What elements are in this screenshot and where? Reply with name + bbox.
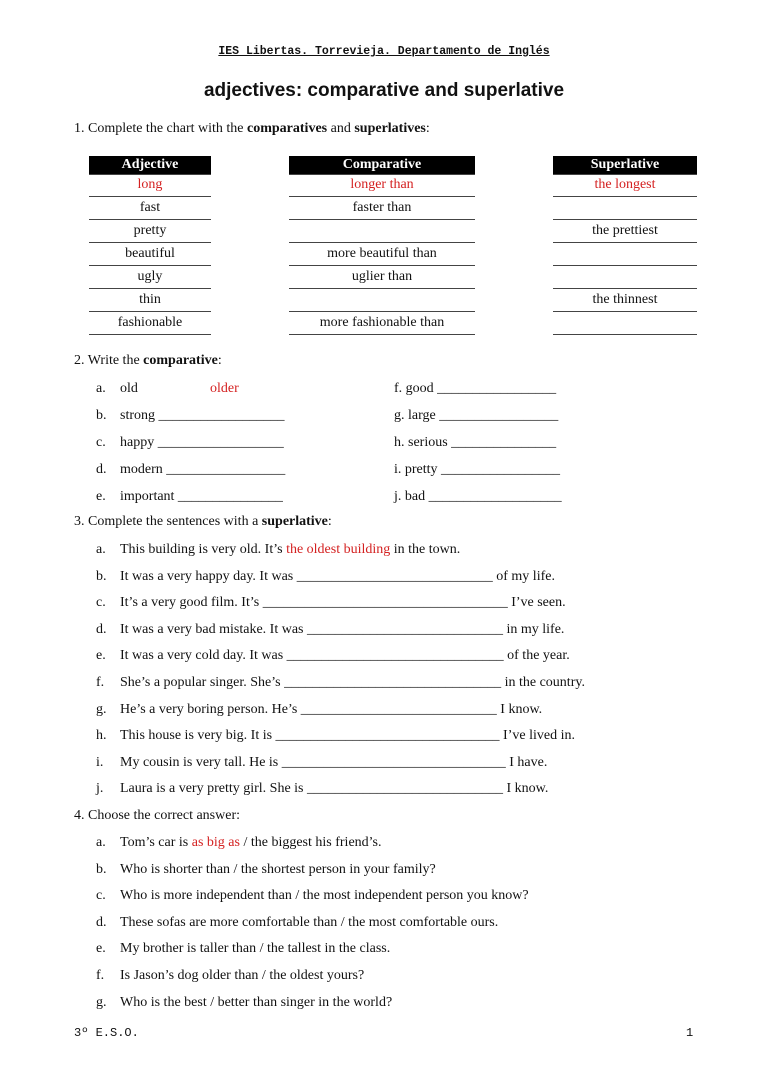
comparative-item: important _______________	[120, 489, 283, 504]
table-cell-comparative	[289, 221, 475, 243]
sentence-text: It was a very bad mistake. It was ____________________________ in my life.	[120, 621, 565, 637]
table-header-comparative: Comparative	[289, 156, 475, 175]
item-label: f.	[96, 968, 105, 983]
table-cell-comparative	[289, 290, 475, 312]
page-header: IES Libertas. Torrevieja. Departamento de Inglés	[218, 45, 550, 58]
example-answer: older	[210, 381, 239, 396]
table-header-superlative: Superlative	[553, 156, 697, 175]
example-answer: the oldest building	[286, 542, 391, 557]
comparative-item: i. pretty _________________	[394, 462, 561, 477]
sentence-text: Who is more independent than / the most independent person you know?	[120, 888, 529, 904]
item-label: i.	[96, 754, 104, 770]
sentence-text: It was a very happy day. It was ____________________________ of my life.	[120, 568, 555, 584]
sentence-text: It’s a very good film. It’s ___________________________________ I’ve seen.	[120, 595, 566, 611]
comparative-item: j. bad ___________________	[394, 489, 562, 504]
item-label: h.	[96, 728, 107, 744]
exercise-2-instruction: 2. Write the comparative:	[74, 353, 222, 368]
exercise-4-instruction: 4. Choose the correct answer:	[74, 808, 240, 823]
table-cell-superlative	[553, 313, 697, 335]
sentence-text: He’s a very boring person. He’s ____________________________ I know.	[120, 701, 543, 717]
table-cell-comparative: longer than	[289, 175, 475, 197]
sentence	[120, 569, 555, 585]
item-label: d.	[96, 914, 107, 930]
comparative-item: h. serious _______________	[394, 435, 557, 450]
sentence	[120, 915, 498, 931]
item-label: c.	[96, 435, 106, 450]
exercise-1-instruction: 1. Complete the chart with the comparatives and superlatives:	[74, 121, 430, 136]
sentence-text: These sofas are more comfortable than / the most comfortable ours.	[120, 914, 499, 930]
table-cell-superlative	[553, 198, 697, 220]
sentence	[120, 995, 392, 1011]
sentence-text: Tom’s car is	[120, 835, 192, 850]
item-label: b.	[96, 568, 107, 584]
table-cell-adjective: beautiful	[89, 244, 211, 266]
table-cell-comparative: uglier than	[289, 267, 475, 289]
sentence-text: My cousin is very tall. He is ________________________________ I have.	[120, 754, 548, 770]
sentence	[120, 622, 564, 638]
exercise-3-instruction: 3. Complete the sentences with a superlative:	[74, 514, 332, 529]
sentence-text: This building is very old. It’s	[120, 542, 287, 557]
table-cell-superlative	[553, 244, 697, 266]
sentence	[120, 968, 364, 984]
comparative-item: modern _________________	[120, 462, 286, 477]
table-cell-adjective: ugly	[89, 267, 211, 289]
sentence-text: Who is shorter than / the shortest person in your family?	[120, 861, 436, 877]
item-label: b.	[96, 861, 107, 877]
item-label: b.	[96, 408, 107, 423]
sentence-text: Laura is a very pretty girl. She is ____________________________ I know.	[120, 781, 549, 797]
sentence-text: Who is the best / better than singer in the world?	[120, 994, 393, 1010]
comparative-item: strong __________________	[120, 408, 285, 423]
sentence-text: / the biggest his friend’s.	[239, 835, 382, 850]
sentence-text: This house is very big. It is ________________________________ I’ve lived in.	[120, 728, 575, 744]
comparative-item: old	[120, 381, 138, 396]
table-cell-comparative: more fashionable than	[289, 313, 475, 335]
table-cell-superlative: the longest	[553, 175, 697, 197]
sentence	[120, 728, 575, 744]
item-label: e.	[96, 648, 106, 664]
item-label: d.	[96, 462, 107, 477]
item-label: f.	[96, 675, 105, 690]
sentence-text: She’s a popular singer. She’s _______________________________ in the country.	[120, 675, 585, 690]
item-label: a.	[96, 835, 106, 850]
table-cell-adjective: pretty	[89, 221, 211, 243]
sentence	[120, 755, 547, 771]
sentence-text: in the town.	[390, 542, 461, 557]
item-label: j.	[96, 781, 104, 797]
sentence	[120, 675, 585, 691]
item-label: g.	[96, 701, 107, 717]
comparative-item: happy __________________	[120, 435, 284, 450]
sentence	[120, 542, 460, 558]
sentence	[120, 835, 382, 851]
sentence-text: Is Jason’s dog older than / the oldest yours?	[120, 968, 365, 983]
comparative-item: g. large _________________	[394, 408, 559, 423]
footer-course: 3º E.S.O.	[74, 1026, 139, 1040]
table-cell-adjective: fast	[89, 198, 211, 220]
example-answer: as big as	[191, 835, 240, 850]
item-label: d.	[96, 621, 107, 637]
table-header-adjective: Adjective	[89, 156, 211, 175]
sentence	[120, 888, 529, 904]
item-label: e.	[96, 941, 106, 957]
page-title: adjectives: comparative and superlative	[203, 80, 565, 101]
sentence	[120, 781, 548, 797]
table-cell-adjective: fashionable	[89, 313, 211, 335]
table-cell-superlative: the prettiest	[553, 221, 697, 243]
sentence-text: It was a very cold day. It was _______________________________ of the year.	[120, 648, 570, 664]
item-label: c.	[96, 888, 106, 904]
sentence	[120, 941, 390, 957]
item-label: a.	[96, 542, 106, 557]
sentence	[120, 595, 566, 611]
table-cell-comparative: faster than	[289, 198, 475, 220]
item-label: c.	[96, 595, 106, 611]
sentence-text: My brother is taller than / the tallest in the class.	[120, 941, 391, 957]
table-cell-superlative	[553, 267, 697, 289]
item-label: g.	[96, 994, 107, 1010]
comparative-item: f. good _________________	[394, 381, 557, 396]
footer-page-number: 1	[686, 1026, 694, 1040]
table-cell-adjective: thin	[89, 290, 211, 312]
table-cell-adjective: long	[89, 175, 211, 197]
item-label: e.	[96, 489, 106, 504]
table-cell-comparative: more beautiful than	[289, 244, 475, 266]
sentence	[120, 648, 570, 664]
item-label: a.	[96, 381, 106, 396]
table-cell-superlative: the thinnest	[553, 290, 697, 312]
sentence	[120, 702, 542, 718]
sentence	[120, 862, 436, 878]
